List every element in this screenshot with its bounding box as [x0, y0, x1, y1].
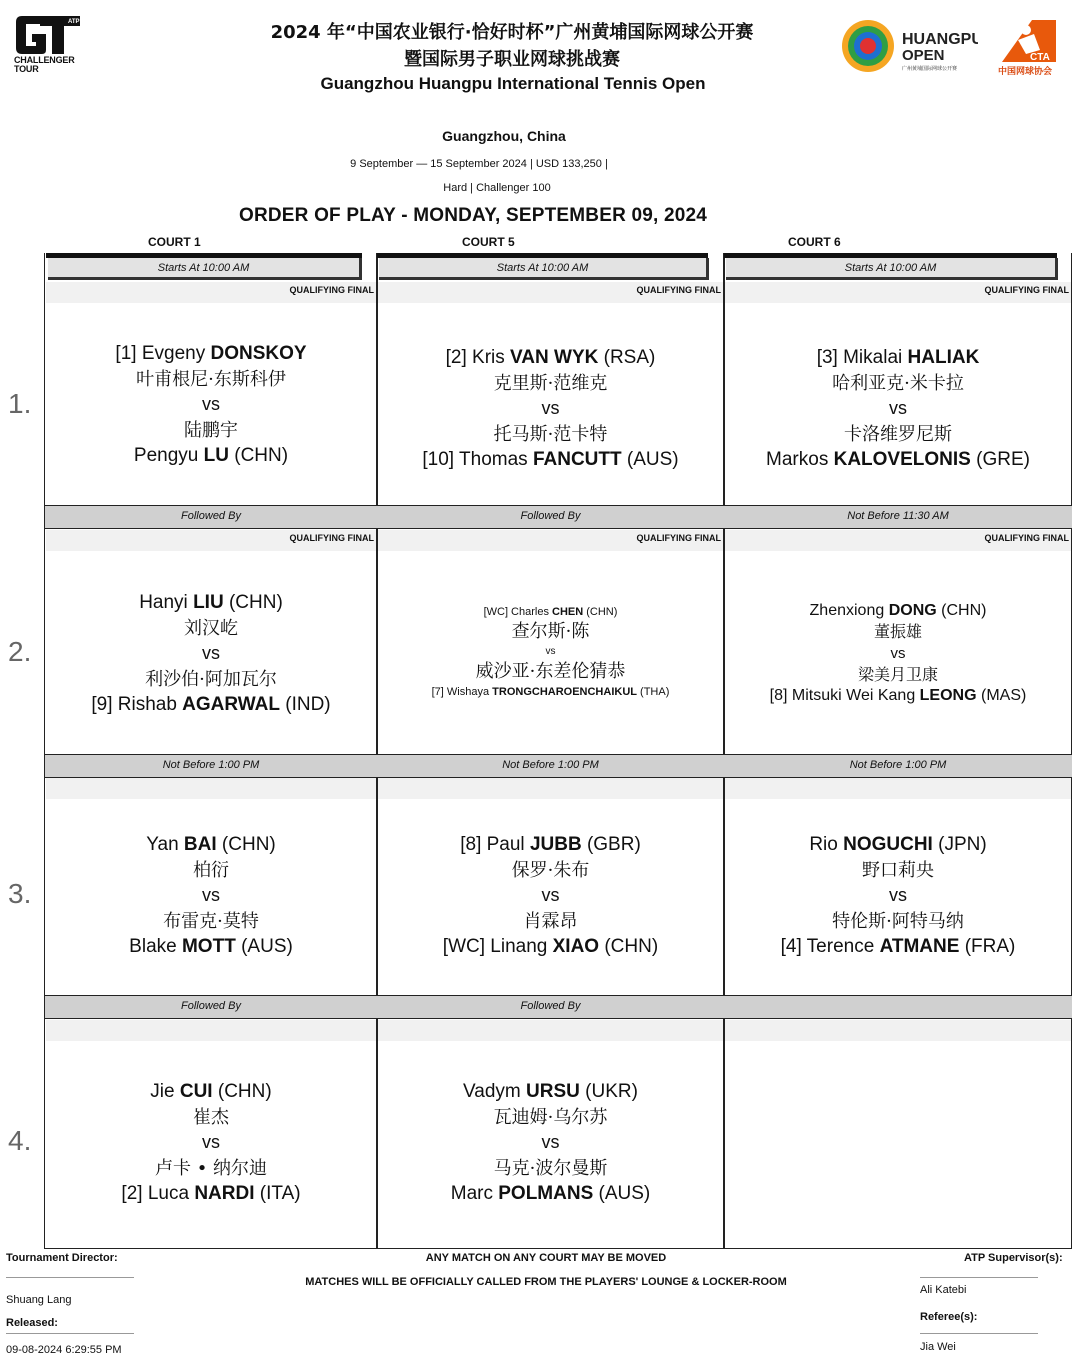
round-label: QUALIFYING FINAL: [984, 285, 1069, 295]
player-2-name: [2] Luca NARDI (ITA): [121, 1183, 301, 1204]
released-value: 09-08-2024 6:29:55 PM: [6, 1344, 122, 1356]
separator-r1-court1: Followed By: [45, 505, 377, 529]
separator-r1-court5: Followed By: [377, 505, 724, 529]
cta-logo: [996, 14, 1062, 76]
separator-r2-court5: Not Before 1:00 PM: [377, 754, 724, 778]
separator-r2-court1: Not Before 1:00 PM: [45, 754, 377, 778]
separator-r3-court1: Followed By: [45, 995, 377, 1019]
row-number-2: 2.: [8, 636, 32, 667]
supervisor-name: Ali Katebi: [920, 1284, 967, 1296]
player-1-chinese-name: 刘汉屹: [184, 617, 238, 639]
round-label: QUALIFYING FINAL: [289, 533, 374, 543]
player-2-chinese-name: 托马斯·范卡特: [493, 423, 608, 445]
versus-label: vs: [202, 394, 220, 414]
round-strip: [725, 1020, 1071, 1041]
notice-match-moved: ANY MATCH ON ANY COURT MAY BE MOVED: [425, 1252, 667, 1264]
title-english: Guangzhou Huangpu International Tennis Open: [320, 74, 706, 93]
versus-label: vs: [545, 646, 556, 657]
player-2-name: [8] Mitsuki Wei Kang LEONG (MAS): [769, 687, 1027, 705]
player-2-name: [4] Terence ATMANE (FRA): [780, 936, 1016, 957]
match-r2-court6: [725, 600, 1071, 706]
separator-r1-court6: Not Before 11:30 AM: [724, 505, 1072, 529]
player-1-chinese-name: 瓦迪姆·乌尔苏: [493, 1106, 608, 1128]
round-label: QUALIFYING FINAL: [984, 533, 1069, 543]
round-strip: [46, 778, 376, 799]
court-6-name: COURT 6: [788, 235, 841, 249]
versus-label: vs: [202, 885, 220, 905]
court-6-start-time: Starts At 10:00 AM: [726, 258, 1058, 280]
match-r3-court1: [46, 832, 376, 960]
player-1-name: Rio NOGUCHI (JPN): [809, 834, 987, 855]
row-number-1: 1.: [8, 388, 32, 419]
order-of-play-title: ORDER OF PLAY - MONDAY, SEPTEMBER 09, 2024: [238, 205, 708, 226]
player-1-name: [1] Evgeny DONSKOY: [115, 343, 307, 364]
player-1-chinese-name: 董振雄: [873, 622, 922, 642]
player-1-chinese-name: 崔杰: [193, 1106, 229, 1128]
player-2-name: Marc POLMANS (AUS): [450, 1183, 651, 1204]
round-strip: [378, 1020, 723, 1041]
court-1-name: COURT 1: [148, 235, 201, 249]
versus-label: vs: [889, 398, 907, 418]
huangpu-open-emblem-icon: [836, 14, 978, 76]
match-r2-court1: [46, 590, 376, 718]
match-r1-court5: [378, 345, 723, 473]
player-2-name: [10] Thomas FANCUTT (AUS): [422, 449, 679, 470]
player-2-name: Pengyu LU (CHN): [133, 445, 289, 466]
separator-r3-court5: Followed By: [377, 995, 724, 1019]
match-r4-court5: [378, 1079, 723, 1207]
separator-r2-court6: Not Before 1:00 PM: [724, 754, 1072, 778]
round-strip: [725, 778, 1071, 799]
match-r3-court5: [378, 832, 723, 960]
court-1-start-time: Starts At 10:00 AM: [48, 258, 362, 280]
player-2-name: [7] Wishaya TRONGCHAROENCHAIKUL (THA): [431, 686, 670, 698]
cta-emblem-icon: [996, 14, 1062, 76]
player-1-name: [WC] Charles CHEN (CHN): [483, 606, 618, 618]
player-1-chinese-name: 柏衍: [193, 859, 229, 881]
player-2-chinese-name: 卢卡 • 纳尔迪: [154, 1157, 268, 1179]
player-1-name: Hanyi LIU (CHN): [139, 592, 283, 613]
row-number-3: 3.: [8, 878, 32, 909]
director-label: Tournament Director:: [6, 1252, 118, 1264]
director-name: Shuang Lang: [6, 1294, 72, 1306]
player-1-name: [8] Paul JUBB (GBR): [460, 834, 641, 855]
svg-text:ATP: ATP: [68, 19, 80, 25]
player-2-name: Markos KALOVELONIS (GRE): [766, 449, 1030, 470]
player-2-name: Blake MOTT (AUS): [129, 936, 293, 957]
player-2-chinese-name: 特伦斯·阿特马纳: [832, 910, 964, 932]
player-2-chinese-name: 梁美月卫康: [857, 664, 938, 684]
versus-label: vs: [202, 1132, 220, 1152]
tournament-dates: 9 September — 15 September 2024 | USD 133,250 |: [350, 158, 608, 170]
player-2-name: [9] Rishab AGARWAL (IND): [91, 694, 331, 715]
logo-text-challenger: CHALLENGER: [14, 55, 75, 65]
player-2-chinese-name: 布雷克·莫特: [163, 910, 259, 932]
player-2-chinese-name: 卡洛维罗尼斯: [844, 423, 952, 445]
referee-label: Referee(s):: [920, 1311, 978, 1323]
match-r4-court1: [46, 1079, 376, 1207]
hp-logo-text-1: HUANGPU: [902, 31, 978, 48]
player-2-chinese-name: 利沙伯·阿加瓦尔: [145, 668, 277, 690]
title-chinese-line-2: 暨国际男子职业网球挑战赛: [404, 49, 620, 70]
player-1-chinese-name: 野口莉央: [862, 859, 934, 881]
released-line: [6, 1333, 134, 1334]
player-2-name: [WC] Linang XIAO (CHN): [442, 936, 659, 957]
separator-r3-court6: [724, 995, 1072, 1019]
supervisor-label: ATP Supervisor(s):: [964, 1252, 1063, 1264]
player-1-name: Vadym URSU (UKR): [463, 1081, 638, 1102]
player-2-chinese-name: 威沙亚·东差伦猜恭: [475, 661, 626, 682]
player-2-chinese-name: 陆鹏宇: [184, 419, 238, 441]
player-1-chinese-name: 保罗·朱布: [511, 859, 590, 881]
versus-label: vs: [541, 885, 560, 905]
tournament-surface: Hard | Challenger 100: [443, 182, 551, 194]
player-1-chinese-name: 查尔斯·陈: [511, 621, 590, 642]
referee-name: Jia Wei: [920, 1341, 956, 1353]
court-5-start-time: Starts At 10:00 AM: [379, 258, 709, 280]
player-1-chinese-name: 克里斯·范维克: [493, 372, 608, 394]
match-r1-court1: [46, 341, 376, 469]
court-5-name: COURT 5: [462, 235, 515, 249]
cta-logo-cn-text: 中国网球协会: [998, 67, 1053, 76]
row-number-4: 4.: [8, 1125, 32, 1156]
versus-label: vs: [541, 1132, 560, 1152]
round-label: QUALIFYING FINAL: [289, 285, 374, 295]
round-strip: [46, 1020, 376, 1041]
versus-label: vs: [890, 644, 906, 662]
logo-text-tour: TOUR: [14, 64, 39, 74]
player-1-name: [2] Kris VAN WYK (RSA): [445, 347, 656, 368]
player-2-chinese-name: 马克·波尔曼斯: [493, 1157, 608, 1179]
match-r1-court6: [725, 345, 1071, 473]
title-chinese-line-1: 2024 年“中国农业银行·恰好时杯”广州黄埔国际网球公开赛: [270, 22, 754, 43]
hp-logo-text-2: OPEN: [902, 47, 945, 64]
notice-players-lounge: MATCHES WILL BE OFFICIALLY CALLED FROM THE PLAYERS' LOUNGE & LOCKER-ROOM: [305, 1276, 787, 1288]
huangpu-open-logo: [836, 14, 978, 76]
round-label: QUALIFYING FINAL: [636, 285, 721, 295]
player-1-name: Jie CUI (CHN): [150, 1081, 272, 1102]
player-2-chinese-name: 肖霖昂: [523, 910, 578, 932]
released-label: Released:: [6, 1317, 58, 1329]
match-r3-court6: [725, 832, 1071, 960]
match-r2-court5: [378, 602, 723, 702]
player-1-name: [3] Mikalai HALIAK: [816, 347, 980, 368]
player-1-chinese-name: 哈利亚克·米卡拉: [832, 372, 964, 394]
player-1-name: Yan BAI (CHN): [146, 834, 276, 855]
cta-logo-text: CTA: [1030, 52, 1050, 63]
hp-logo-text-3: 广州黄埔国际网球公开赛: [902, 66, 958, 72]
versus-label: vs: [202, 643, 220, 663]
round-strip: [378, 778, 723, 799]
round-label: QUALIFYING FINAL: [636, 533, 721, 543]
supervisor-line: [920, 1277, 1038, 1278]
referee-line: [920, 1333, 1038, 1334]
versus-label: vs: [541, 398, 560, 418]
player-1-chinese-name: 叶甫根尼·东斯科伊: [136, 368, 286, 390]
tournament-location: Guangzhou, China: [442, 128, 566, 144]
versus-label: vs: [889, 885, 907, 905]
player-1-name: Zhenxiong DONG (CHN): [809, 602, 987, 619]
